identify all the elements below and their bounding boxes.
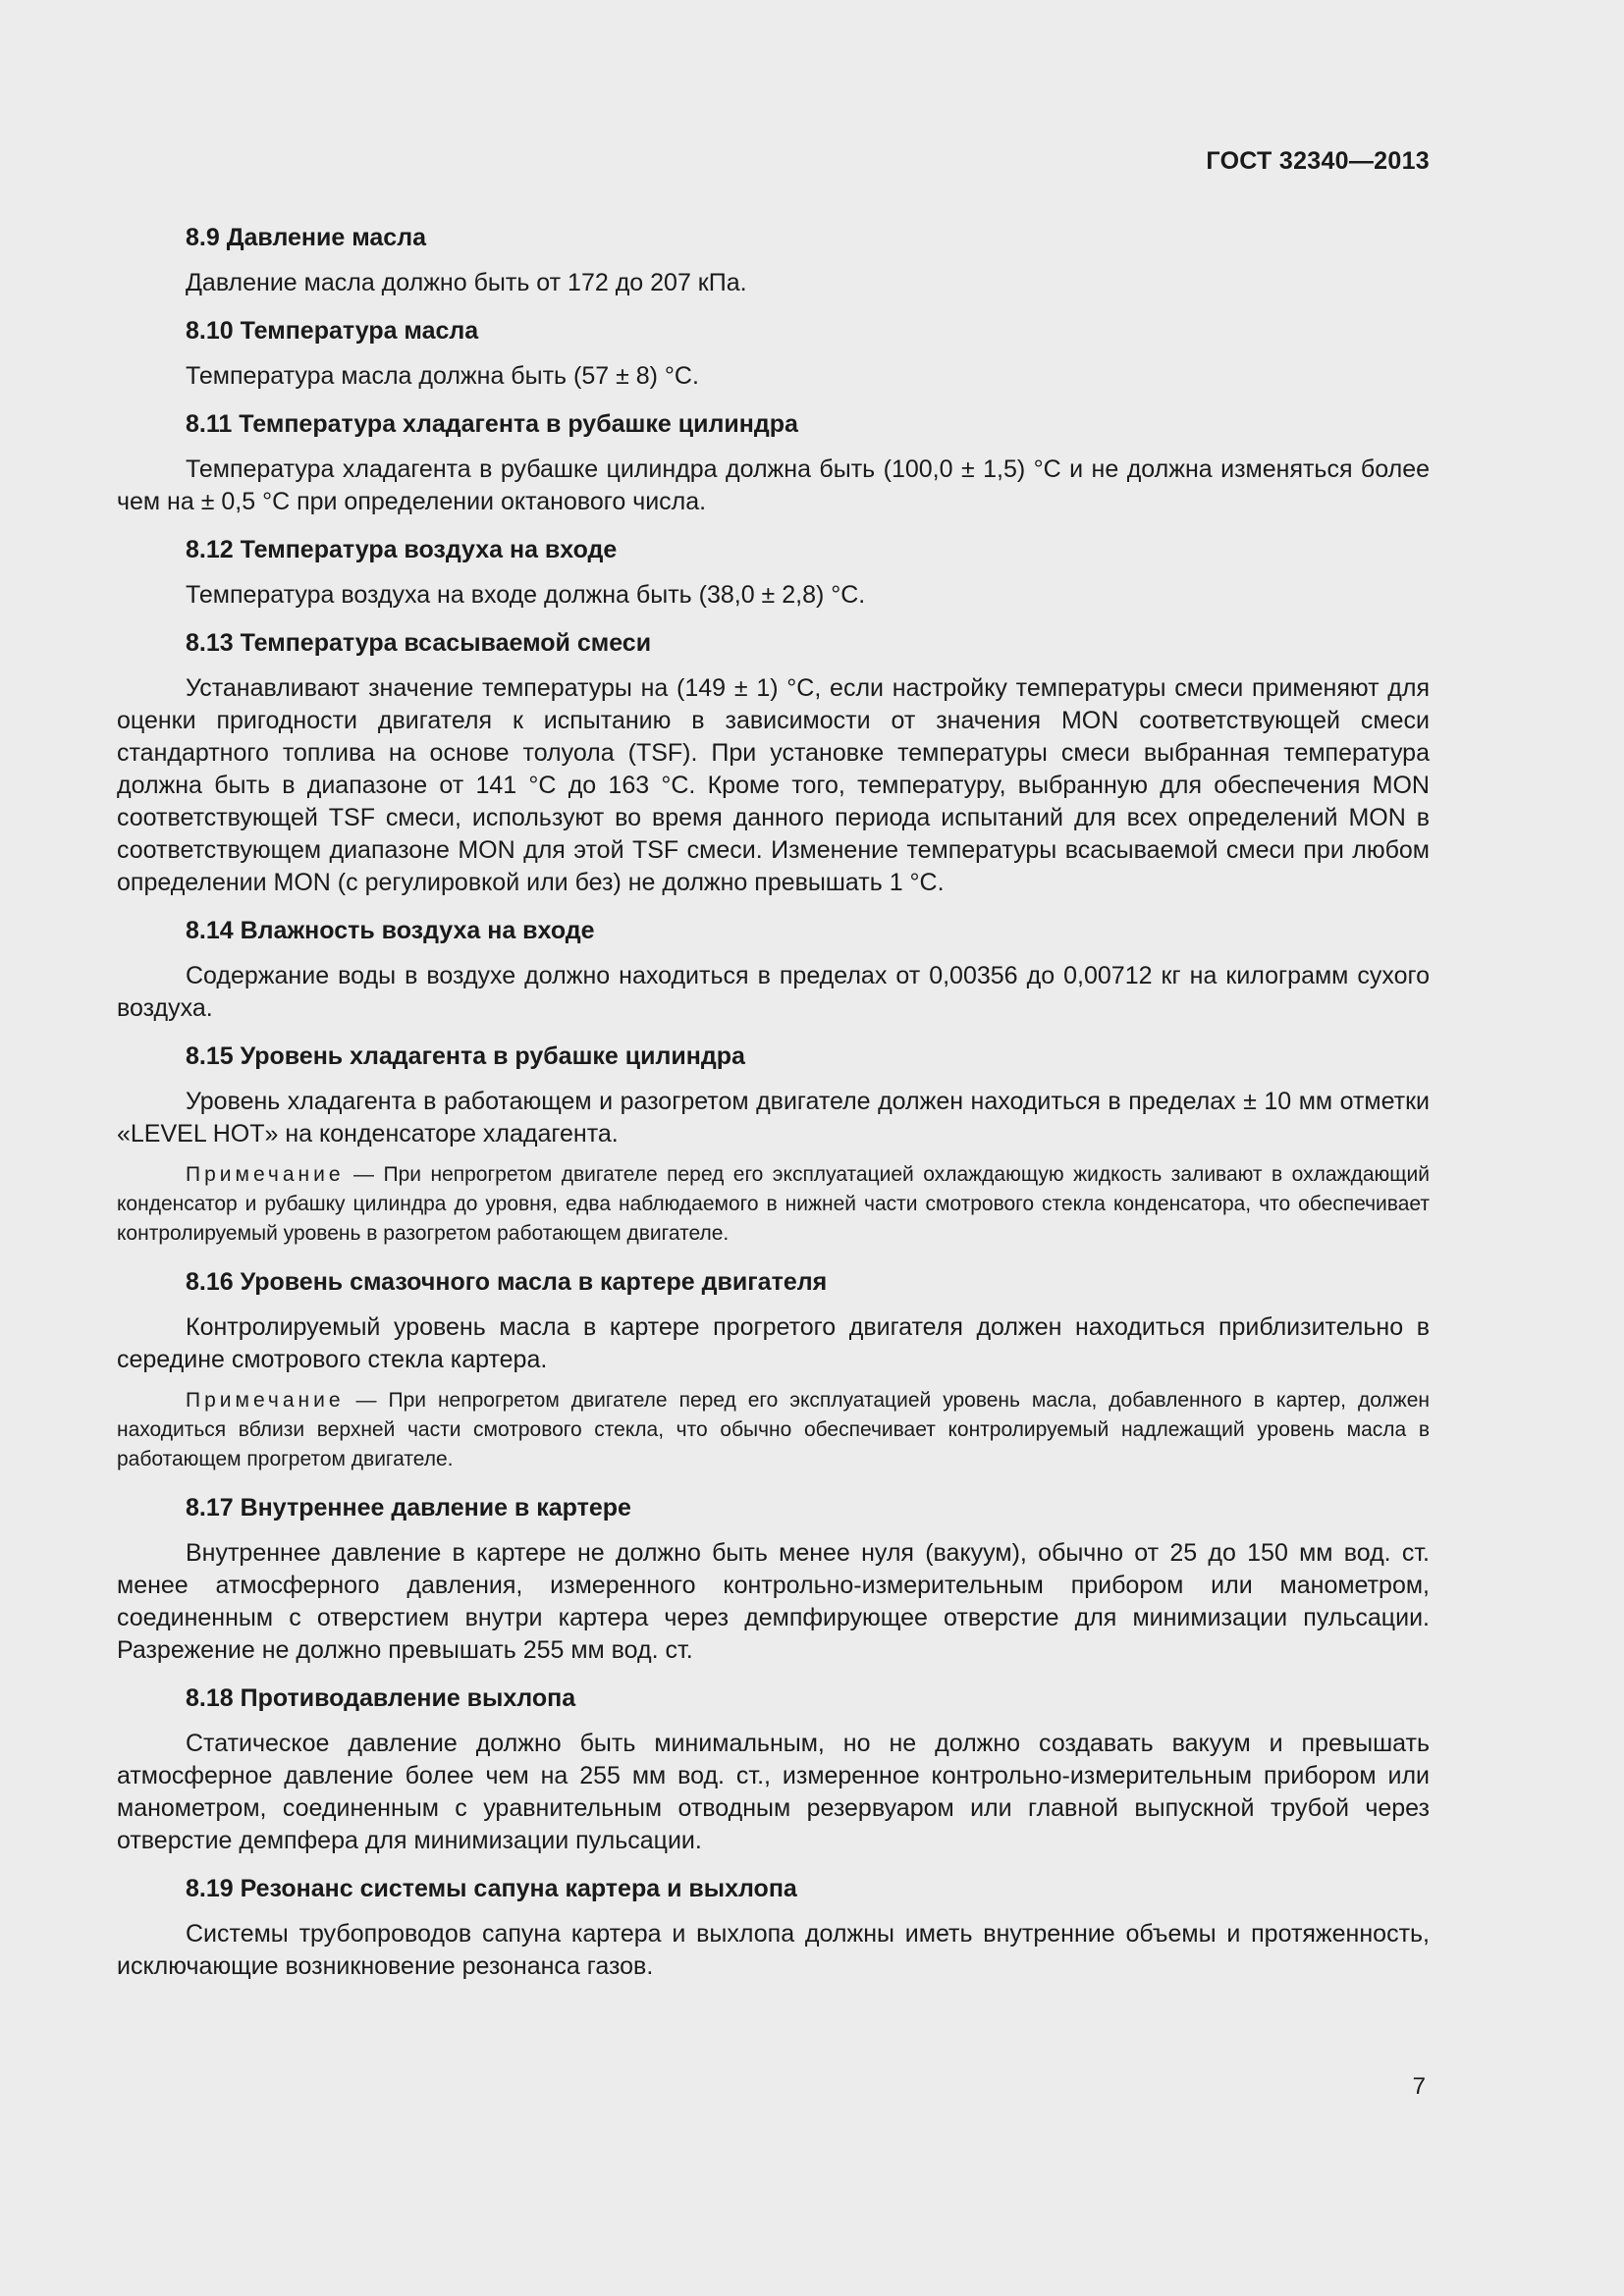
section-paragraph: Контролируемый уровень масла в картере прогретого двигателя должен находиться приблизительно в середине смотрового стекла картера. xyxy=(117,1313,1430,1373)
note-label: Примечание xyxy=(186,1163,345,1186)
section-8-16 xyxy=(117,1264,1430,1474)
section-paragraph: Температура хладагента в рубашке цилиндра должна быть (100,0 ± 1,5) °С и не должна изменяться более чем на ± 0,5 °С при определении октанового числа. xyxy=(117,455,1430,515)
section-8-10 xyxy=(117,313,1430,393)
note-text: — При непрогретом двигателе перед его эксплуатацией уровень масла, добавленного в картер, должен находиться вблизи верхней части смотрового стекла, что обычно обеспечивает контролируемый надлежащий уровень масла в работающем прогретом двигателе. xyxy=(117,1389,1430,1470)
section-title: 8.14 Влажность воздуха на входе xyxy=(186,917,595,944)
section-paragraph: Статическое давление должно быть минимальным, но не должно создавать вакуум и превышать атмосферное давление более чем на 255 мм вод. ст., измеренное контрольно-измерительным прибором или манометром, соединенным с уравнительным отводным резервуаром или главной выпускной трубой через отверстие демпфера для минимизации пульсации. xyxy=(117,1730,1430,1854)
note-label: Примечание xyxy=(186,1389,345,1412)
section-title: 8.16 Уровень смазочного масла в картере двигателя xyxy=(186,1268,828,1296)
section-paragraph: Устанавливают значение температуры на (149 ± 1) °С, если настройку температуры смеси применяют для оценки пригодности двигателя к испытанию в зависимости от значения MON соответствующей смеси стандартного топлива на основе толуола (TSF). При установке температуры смеси выбранная температура должна быть в диапазоне от 141 °С до 163 °С. Кроме того, температуру, выбранную для обеспечения MON соответствующей TSF смеси, используют во время данного периода испытаний для всех определений MON в соответствующем диапазоне MON для этой TSF смеси. Изменение температуры всасываемой смеси при любом определении MON (с регулировкой или без) не должно превышать 1 °С. xyxy=(117,674,1430,896)
document-body xyxy=(117,220,1430,1997)
section-paragraph: Уровень хладагента в работающем и разогретом двигателе должен находиться в пределах ± 10 мм отметки «LEVEL HOT» на конденсаторе хладагента. xyxy=(117,1088,1430,1148)
section-paragraph: Температура масла должна быть (57 ± 8) °С. xyxy=(186,362,699,390)
note-text: — При непрогретом двигателе перед его эксплуатацией охлаждающую жидкость заливают в охлаждающий конденсатор и рубашку цилиндра до уровня, едва наблюдаемого в нижней части смотрового стекла конденсатора, что обеспечивает контролируемый уровень в разогретом работающем двигателе. xyxy=(117,1163,1430,1245)
section-8-18 xyxy=(117,1681,1430,1857)
section-title: 8.12 Температура воздуха на входе xyxy=(186,536,618,563)
section-title: 8.17 Внутреннее давление в картере xyxy=(186,1494,631,1522)
section-8-19 xyxy=(117,1871,1430,1983)
section-8-12 xyxy=(117,532,1430,612)
section-title: 8.9 Давление масла xyxy=(186,224,426,251)
section-title: 8.15 Уровень хладагента в рубашке цилиндра xyxy=(186,1042,745,1070)
section-8-11 xyxy=(117,406,1430,518)
section-paragraph: Давление масла должно быть от 172 до 207 кПа. xyxy=(186,269,747,296)
section-title: 8.18 Противодавление выхлопа xyxy=(186,1684,576,1712)
section-8-15 xyxy=(117,1039,1430,1249)
section-title: 8.10 Температура масла xyxy=(186,317,479,345)
section-note xyxy=(117,1160,1430,1249)
section-8-13 xyxy=(117,625,1430,899)
section-paragraph: Системы трубопроводов сапуна картера и выхлопа должны иметь внутренние объемы и протяженность, исключающие возникновение резонанса газов. xyxy=(117,1920,1430,1980)
section-title: 8.11 Температура хладагента в рубашке цилиндра xyxy=(186,410,798,438)
document-code: ГОСТ 32340—2013 xyxy=(1206,147,1430,175)
section-8-9 xyxy=(117,220,1430,299)
section-paragraph: Внутреннее давление в картере не должно быть менее нуля (вакуум), обычно от 25 до 150 мм вод. ст. менее атмосферного давления, измеренного контрольно-измерительным прибором или манометром, соединенным с отверстием внутри картера через демпфирующее отверстие для минимизации пульсации. Разрежение не должно превышать 255 мм вод. ст. xyxy=(117,1539,1430,1664)
section-8-14 xyxy=(117,913,1430,1025)
section-paragraph: Содержание воды в воздухе должно находиться в пределах от 0,00356 до 0,00712 кг на килограмм сухого воздуха. xyxy=(117,962,1430,1022)
section-paragraph: Температура воздуха на входе должна быть (38,0 ± 2,8) °С. xyxy=(186,581,866,609)
section-8-17 xyxy=(117,1490,1430,1667)
section-title: 8.13 Температура всасываемой смеси xyxy=(186,629,652,657)
section-note xyxy=(117,1386,1430,1474)
page-number: 7 xyxy=(1412,2073,1426,2100)
section-title: 8.19 Резонанс системы сапуна картера и выхлопа xyxy=(186,1875,797,1902)
